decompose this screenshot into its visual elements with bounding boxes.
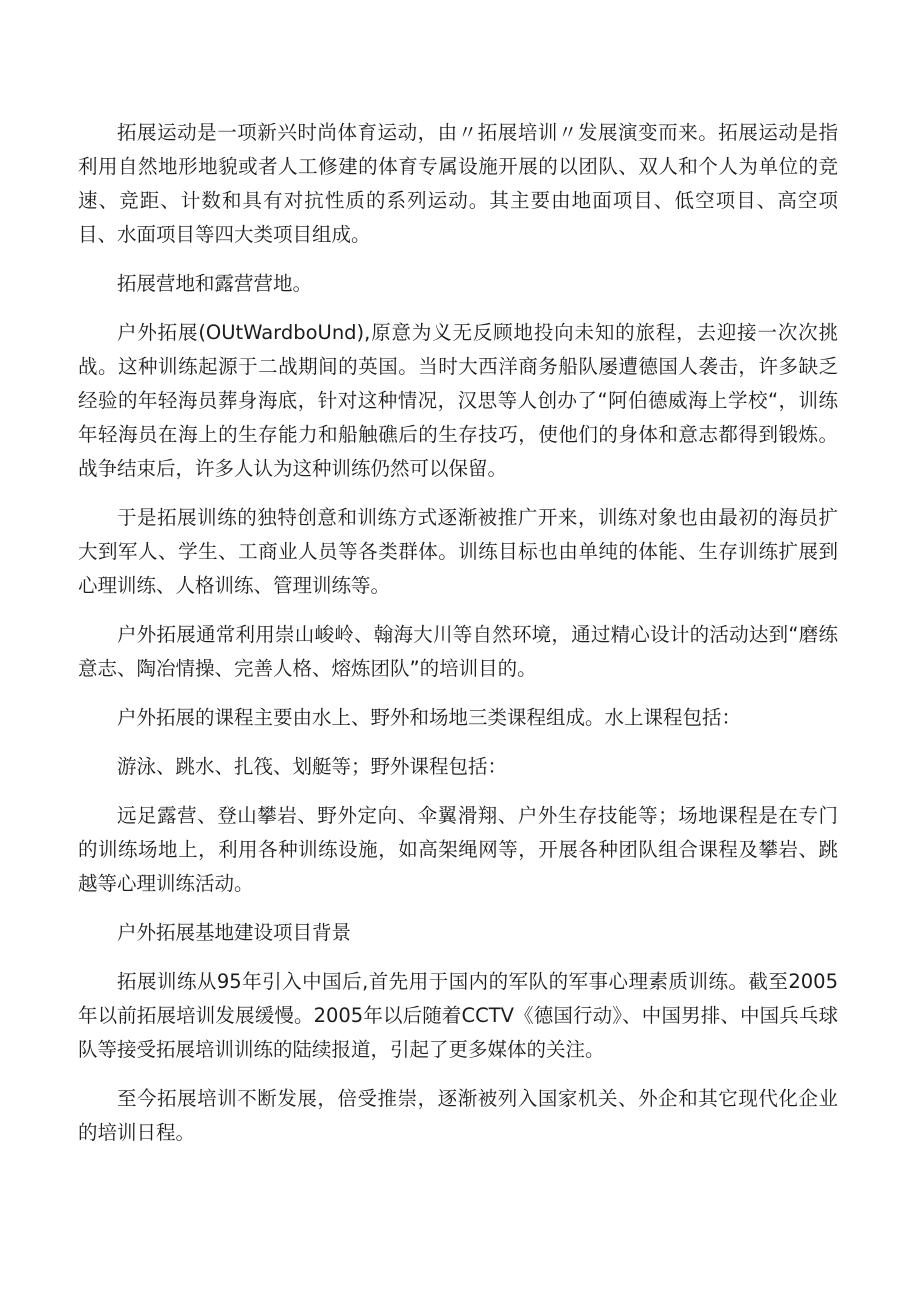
paragraph: 拓展运动是一项新兴时尚体育运动，由〃拓展培训〃发展演变而来。拓展运动是指利用自然地形地貌或者人工修建的体育专属设施开展的以团队、双人和个人为单位的竞速、竞距、计数和具有对抗性质的系列运动。其主要由地面项目、低空项目、高空项目、水面项目等四大类项目组成。 xyxy=(78,121,838,246)
section-heading: 户外拓展基地建设项目背景 xyxy=(117,921,352,944)
paragraph: 远足露营、登山攀岩、野外定向、伞翼滑翔、户外生存技能等；场地课程是在专门的训练场地上，利用各种训练设施，如高架绳网等，开展各种团队组合课程及攀岩、跳越等心理训练活动。 xyxy=(78,804,838,895)
paragraph: 户外拓展的课程主要由水上、野外和场地三类课程组成。水上课程包括： xyxy=(117,706,742,729)
paragraph: 拓展训练从95年引入中国后,首先用于国内的军队的军事心理素质训练。截至2005年以前拓展培训发展缓慢。2005年以后随着CCTV《德国行动》、中国男排、中国兵乓球队等接受拓展培训训练的陆续报道，引起了更多媒体的关注。 xyxy=(78,970,838,1061)
paragraph: 至今拓展培训不断发展，倍受推崇，逐渐被列入国家机关、外企和其它现代化企业的培训日程。 xyxy=(78,1087,838,1144)
paragraph: 户外拓展通常利用崇山峻岭、翰海大川等自然环境，通过精心设计的活动达到“磨练意志、陶冶情操、完善人格、熔炼团队”的培训目的。 xyxy=(78,623,838,680)
document-body xyxy=(78,116,838,1165)
paragraph: 拓展营地和露营营地。 xyxy=(117,272,313,295)
paragraph: 于是拓展训练的独特创意和训练方式逐渐被推广开来，训练对象也由最初的海员扩大到军人、学生、工商业人员等各类群体。训练目标也由单纯的体能、生存训练扩展到心理训练、人格训练、管理训练等。 xyxy=(78,506,838,597)
paragraph: 游泳、跳水、扎筏、划艇等；野外课程包括： xyxy=(117,755,508,778)
paragraph: 户外拓展(OUtWardboUnd),原意为义无反顾地投向未知的旅程，去迎接一次次挑战。这种训练起源于二战期间的英国。当时大西洋商务船队屡遭德国人袭击，许多缺乏经验的年轻海员葬身海底，针对这种情况，汉思等人创办了“阿伯德威海上学校“，训练年轻海员在海上的生存能力和船触礁后的生存技巧，使他们的身体和意志都得到锻炼。战争结束后，许多人认为这种训练仍然可以保留。 xyxy=(78,321,838,480)
